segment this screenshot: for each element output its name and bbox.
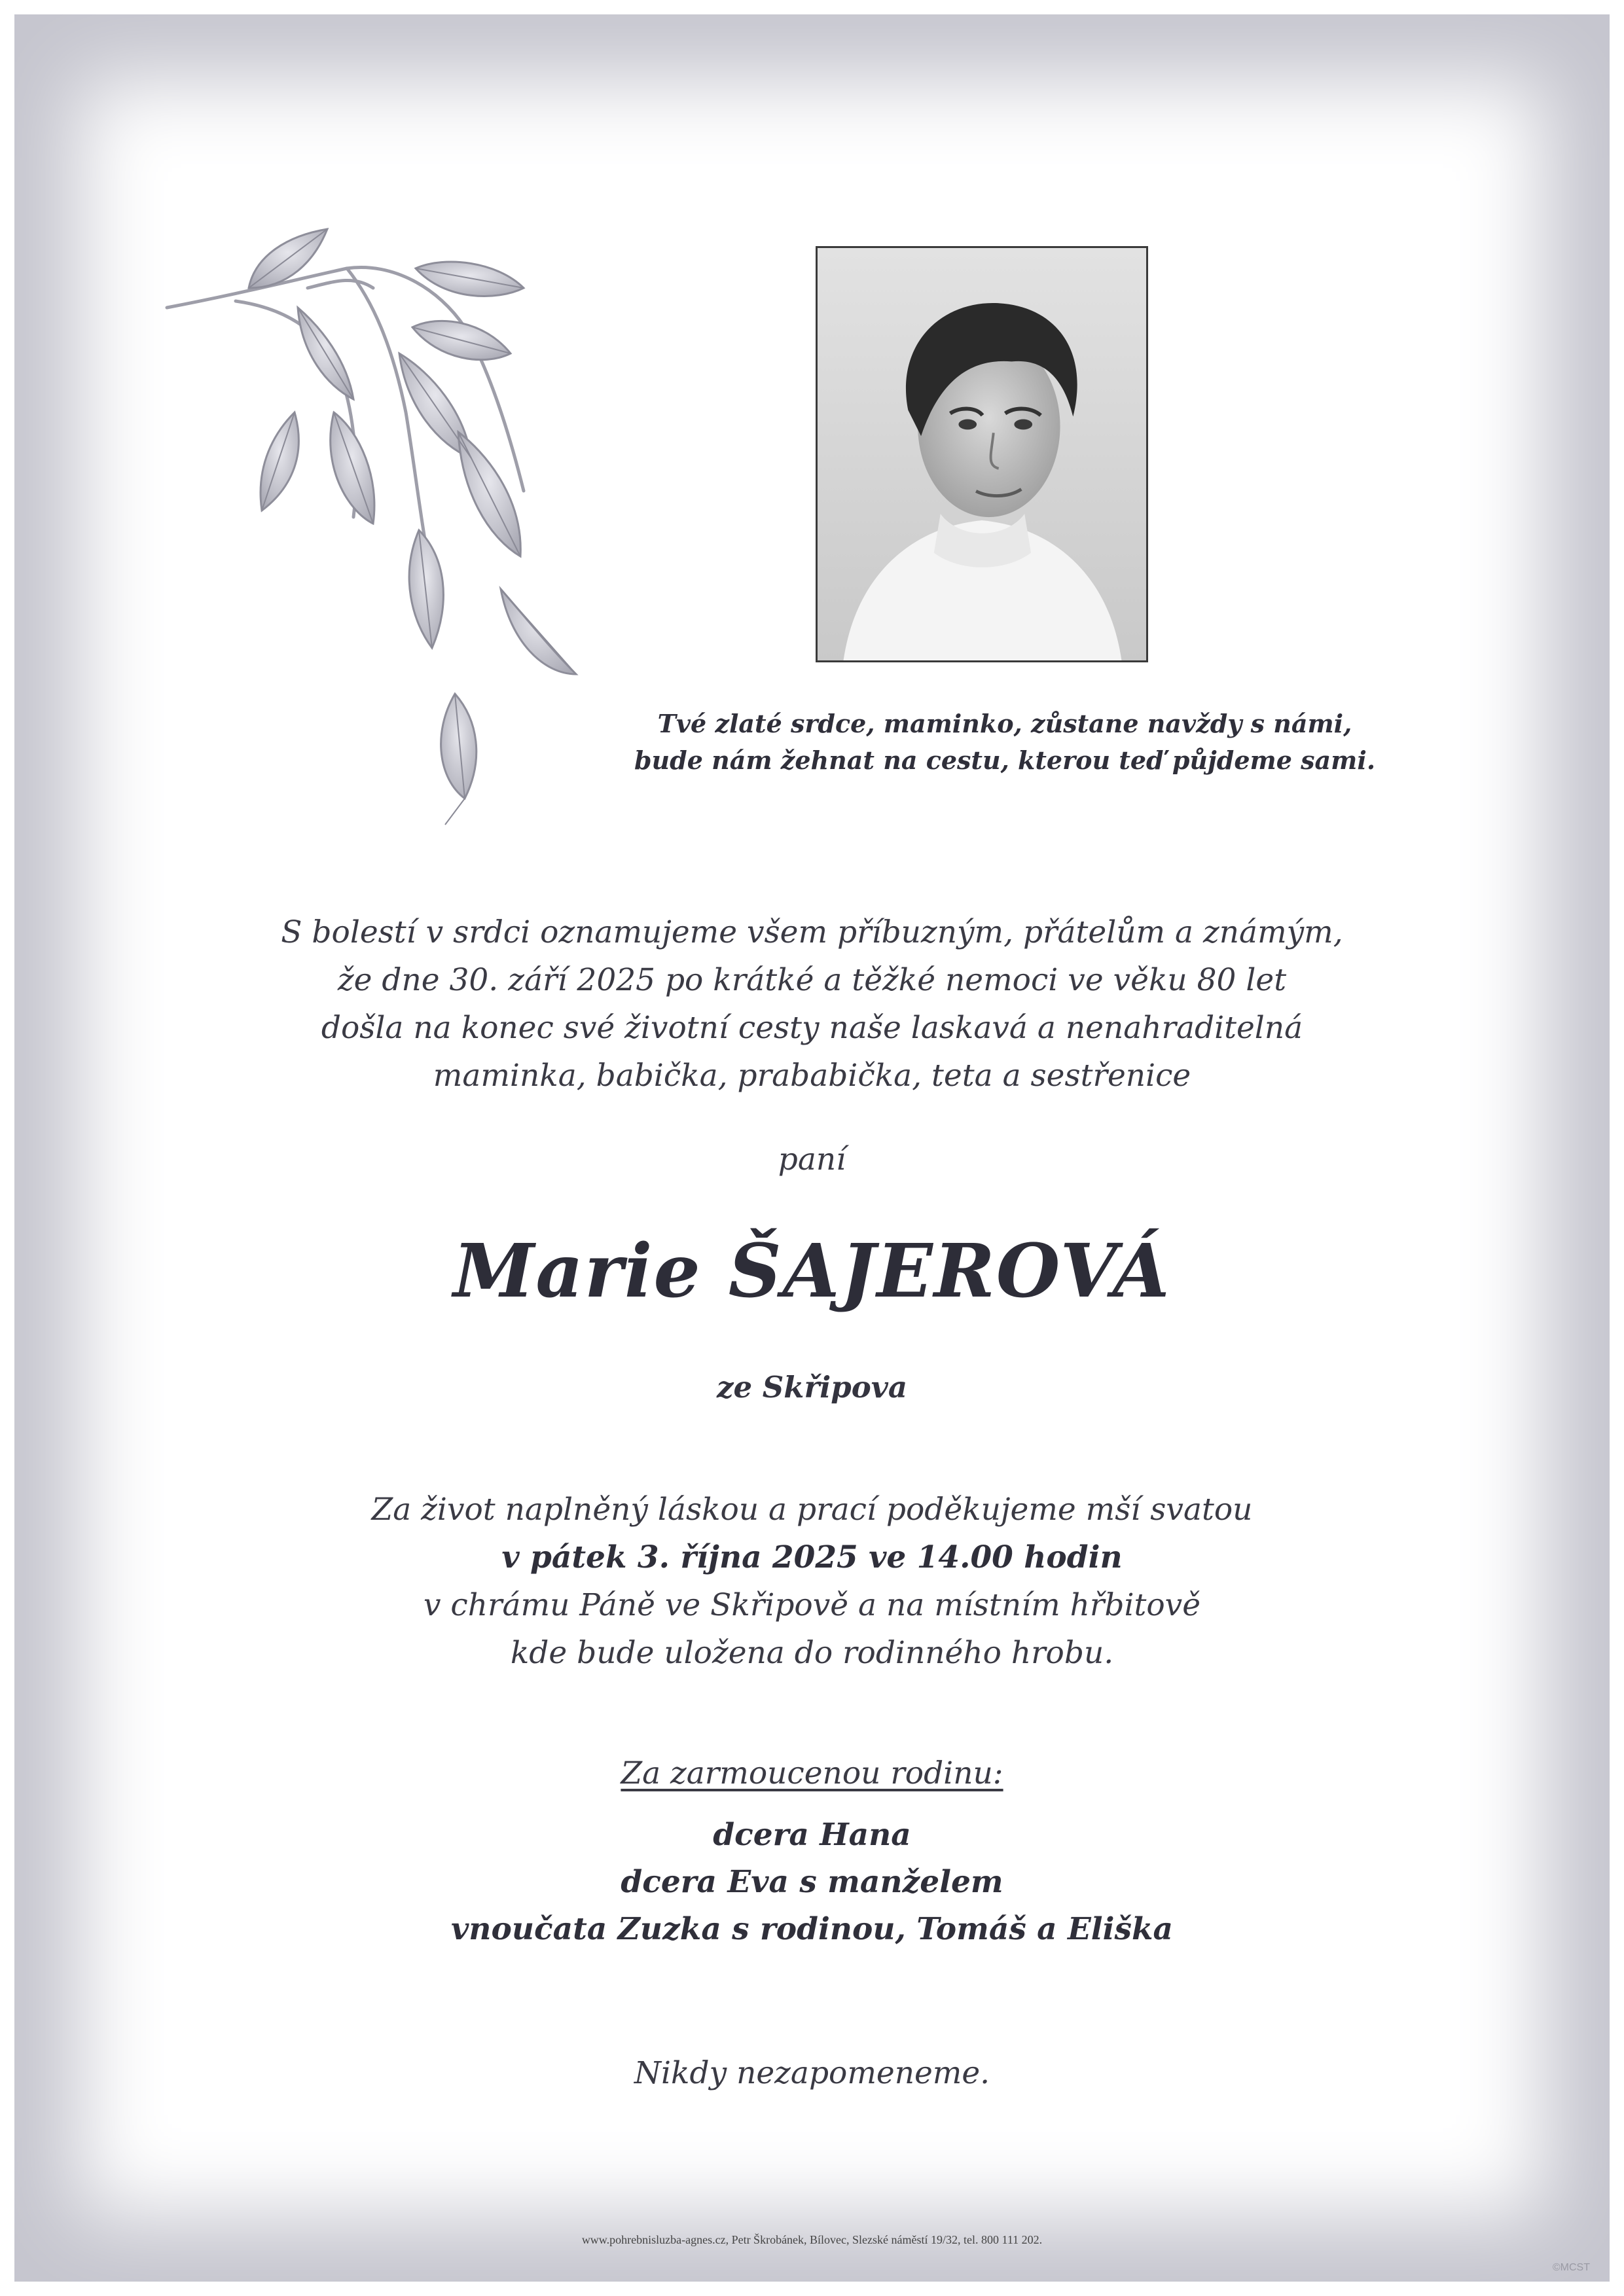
origin-place: ze Skřipova bbox=[716, 1370, 908, 1405]
closing-line: Nikdy nezapomeneme. bbox=[634, 2055, 990, 2091]
mourners-list bbox=[0, 1812, 1624, 1953]
copyright-mark: ©MCST bbox=[1552, 2262, 1590, 2273]
motto-line-2: bude nám žehnat na cestu, kterou teď půjdeme sami. bbox=[634, 745, 1376, 775]
motto-line-1: Tvé zlaté srdce, maminko, zůstane navždy s námi, bbox=[657, 709, 1352, 738]
ceremony-date-time: v pátek 3. října 2025 ve 14.00 hodin bbox=[501, 1539, 1123, 1575]
mourner-item: vnoučata Zuzka s rodinou, Tomáš a Eliška bbox=[451, 1911, 1173, 1947]
leaf-11 bbox=[441, 694, 477, 798]
leaf-branch-icon bbox=[157, 216, 602, 831]
deceased-name: Marie ŠAJEROVÁ bbox=[453, 1229, 1171, 1314]
motto-verse bbox=[615, 706, 1394, 779]
announcement-line: že dne 30. září 2025 po krátké a těžké nemoci ve věku 80 let bbox=[337, 962, 1287, 998]
portrait-photo bbox=[816, 246, 1148, 662]
mourner-item: dcera Hana bbox=[713, 1817, 911, 1853]
portrait-icon bbox=[818, 248, 1146, 660]
family-heading-text: Za zarmoucenou rodinu: bbox=[621, 1755, 1003, 1791]
ceremony-line-3: v chrámu Páně ve Skřipově a na místním hřbitově bbox=[423, 1587, 1201, 1623]
ceremony-line-1: Za život naplněný láskou a prací poděkujeme mší svatou bbox=[371, 1492, 1253, 1528]
family-heading bbox=[0, 1754, 1624, 1793]
ceremony-line-4: kde bude uložena do rodinného hrobu. bbox=[510, 1635, 1114, 1671]
honorific: paní bbox=[778, 1141, 846, 1177]
footer-contact: www.pohrebnisluzba-agnes.cz, Petr Škrobánek, Bílovec, Slezské náměstí 19/32, tel. 800 111 202. bbox=[581, 2233, 1043, 2246]
announcement-text bbox=[0, 908, 1624, 1100]
leaf-9 bbox=[409, 530, 443, 648]
announcement-line: došla na konec své životní cesty naše laskavá a nenahraditelná bbox=[321, 1010, 1303, 1046]
announcement-line: S bolestí v srdci oznamujeme všem příbuzným, přátelům a známým, bbox=[281, 914, 1343, 950]
ceremony-details bbox=[0, 1486, 1624, 1677]
mourner-item: dcera Eva s manželem bbox=[621, 1864, 1003, 1900]
announcement-line: maminka, babička, prababička, teta a sestřenice bbox=[433, 1058, 1191, 1094]
